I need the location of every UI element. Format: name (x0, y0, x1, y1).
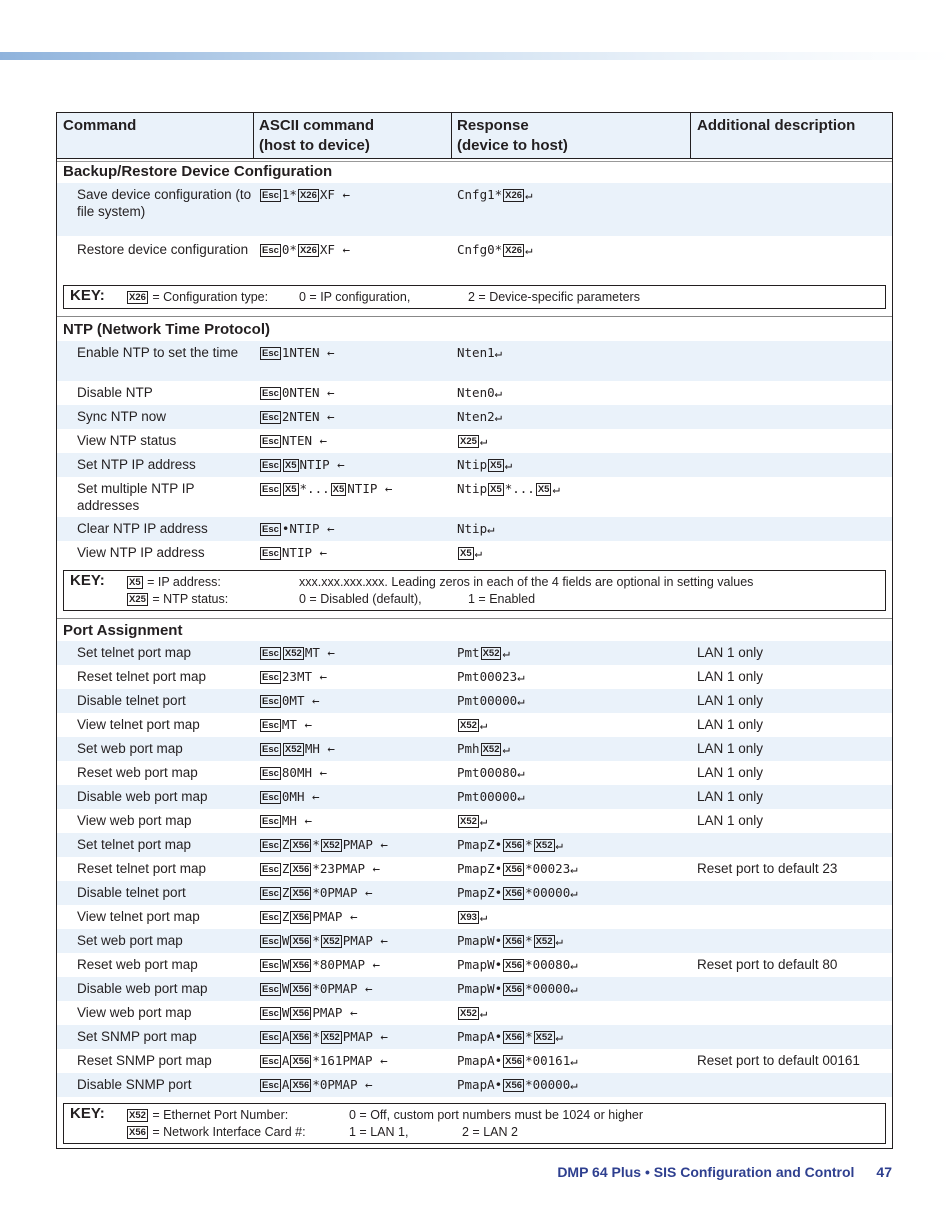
ascii-command-cell: Esc 0* X26 XF ← (262, 242, 350, 257)
key-text: 1 = Enabled (468, 592, 536, 606)
esc-key-icon: Esc (262, 190, 279, 201)
ascii-command-cell: Esc X5 *... X5 NTIP ← (262, 481, 393, 496)
response-cell: X93 ↵ (460, 909, 488, 924)
variable-key-icon: X52 (482, 648, 500, 659)
variable-key-icon: X52 (535, 936, 553, 947)
command-cell: Reset SNMP port map (77, 1053, 212, 1068)
table-row (57, 737, 892, 761)
response-cell: PmapA• X56 *00000↵ (457, 1077, 578, 1092)
command-cell: Disable telnet port (77, 885, 186, 900)
command-cell: View NTP IP address (77, 545, 205, 560)
variable-key-icon: X5 (129, 577, 141, 588)
command-cell: Reset telnet port map (77, 861, 207, 876)
description-cell: Reset port to default 80 (697, 957, 838, 972)
key-text: xxx.xxx.xxx.xxx. Leading zeros in each of the 4 fields are optional in setting values (299, 575, 754, 589)
esc-key-icon: Esc (262, 960, 279, 971)
esc-key-icon: Esc (262, 888, 279, 899)
esc-key-icon: Esc (262, 348, 279, 359)
command-cell: Restore device configuration (77, 242, 249, 257)
response-cell: PmapZ• X56 * X52 ↵ (457, 837, 564, 852)
esc-key-icon: Esc (262, 936, 279, 947)
table-row (57, 665, 892, 689)
table-row (57, 905, 892, 929)
response-cell: X5 ↵ (460, 545, 483, 560)
description-cell: LAN 1 only (697, 693, 764, 708)
esc-key-icon: Esc (262, 484, 279, 495)
response-cell: PmapA• X56 *00161↵ (457, 1053, 578, 1068)
variable-key-icon: X52 (460, 816, 477, 827)
table-row (57, 453, 892, 477)
command-cell: Disable web port map (77, 789, 208, 804)
ascii-command-cell: Esc 1NTEN ← (262, 345, 335, 360)
description-cell: LAN 1 only (697, 717, 764, 732)
table-row (57, 977, 892, 1001)
variable-key-icon: X52 (129, 1110, 146, 1121)
esc-key-icon: Esc (262, 1080, 279, 1091)
variable-key-icon: X56 (292, 1056, 310, 1067)
esc-key-icon: Esc (262, 1032, 279, 1043)
variable-key-icon: X52 (460, 720, 477, 731)
description-cell: LAN 1 only (697, 645, 764, 660)
ascii-command-cell: Esc Z X56 * X52 PMAP ← (262, 837, 388, 852)
command-cell: Sync NTP now (77, 409, 167, 424)
esc-key-icon: Esc (262, 648, 279, 659)
key-text: X5 = IP address: (129, 575, 221, 589)
variable-key-icon: X26 (299, 190, 317, 201)
page-number: 47 (876, 1164, 892, 1180)
ascii-command-cell: Esc NTEN ← (262, 433, 328, 448)
table-row (57, 881, 892, 905)
response-cell: PmapZ• X56 *00023↵ (457, 861, 578, 876)
ascii-command-cell: Esc W X56 *80PMAP ← (262, 957, 381, 972)
ascii-command-cell: Esc 0NTEN ← (262, 385, 335, 400)
table-row (57, 1049, 892, 1073)
ascii-command-cell: Esc 23MT ← (262, 669, 328, 684)
header-command: Command (63, 117, 137, 134)
variable-key-icon: X5 (284, 460, 297, 471)
variable-key-icon: X52 (322, 840, 340, 851)
key-text: X25 = NTP status: (129, 592, 229, 606)
description-cell: LAN 1 only (697, 813, 764, 828)
command-cell: View web port map (77, 1005, 192, 1020)
table-row (57, 1025, 892, 1049)
command-cell: Reset telnet port map (77, 669, 207, 684)
table-header (57, 113, 892, 159)
ascii-command-cell: Esc •NTIP ← (262, 521, 335, 536)
ascii-command-cell: Esc Z X56 *0PMAP ← (262, 885, 373, 900)
key-box-port (63, 1103, 886, 1144)
esc-key-icon: Esc (262, 412, 279, 423)
variable-key-icon: X52 (284, 648, 302, 659)
description-cell: Reset port to default 23 (697, 861, 838, 876)
table-row (57, 761, 892, 785)
esc-key-icon: Esc (262, 840, 279, 851)
table-row (57, 405, 892, 429)
command-cell: Disable NTP (77, 385, 153, 400)
command-cell: Set web port map (77, 933, 183, 948)
esc-key-icon: Esc (262, 768, 279, 779)
key-box-config (63, 285, 886, 309)
variable-key-icon: X26 (505, 190, 523, 201)
table-row (57, 517, 892, 541)
command-cell: Set telnet port map (77, 837, 192, 852)
header-description: Additional description (697, 117, 856, 134)
ascii-command-cell: Esc X52 MT ← (262, 645, 335, 660)
ascii-command-cell: Esc 1* X26 XF ← (262, 187, 350, 202)
command-cell: Save device configuration (to file system) (77, 187, 252, 219)
esc-key-icon: Esc (262, 460, 279, 471)
key-text: 0 = IP configuration, (299, 290, 411, 304)
key-text: 0 = Off, custom port numbers must be 1024 or higher (349, 1108, 644, 1122)
table-row (57, 183, 892, 236)
variable-key-icon: X5 (332, 484, 345, 495)
variable-key-icon: X56 (292, 840, 310, 851)
ascii-command-cell: Esc MT ← (262, 717, 313, 732)
ascii-command-cell: Esc Z X56 *23PMAP ← (262, 861, 381, 876)
ascii-command-cell: Esc 80MH ← (262, 765, 328, 780)
variable-key-icon: X56 (292, 888, 310, 899)
response-cell: PmapW• X56 * X52 ↵ (457, 933, 564, 948)
response-cell: X25 ↵ (460, 433, 488, 448)
variable-key-icon: X56 (505, 960, 523, 971)
variable-key-icon: X56 (292, 864, 310, 875)
esc-key-icon: Esc (262, 864, 279, 875)
table-row (57, 689, 892, 713)
table-row (57, 641, 892, 665)
variable-key-icon: X5 (284, 484, 297, 495)
variable-key-icon: X26 (505, 245, 523, 256)
command-cell: Enable NTP to set the time (77, 345, 239, 360)
command-cell: Disable web port map (77, 981, 208, 996)
variable-key-icon: X52 (535, 840, 553, 851)
variable-key-icon: X56 (505, 1056, 523, 1067)
esc-key-icon: Esc (262, 1056, 279, 1067)
table-row (57, 857, 892, 881)
variable-key-icon: X5 (460, 548, 472, 559)
response-cell: X52 ↵ (460, 813, 488, 828)
ascii-command-cell: Esc Z X56 PMAP ← (262, 909, 358, 924)
table-row (57, 541, 892, 565)
response-cell: X52 ↵ (460, 1005, 488, 1020)
ascii-command-cell: Esc 0MH ← (262, 789, 320, 804)
response-cell: Cnfg0* X26 ↵ (457, 242, 533, 257)
section-backup-title: Backup/Restore Device Configuration (63, 163, 333, 180)
variable-key-icon: X56 (292, 1080, 310, 1091)
response-cell: Ntip X5 *... X5 ↵ (457, 481, 560, 496)
description-cell: LAN 1 only (697, 765, 764, 780)
key-text: X52 = Ethernet Port Number: (129, 1108, 289, 1122)
table-row (57, 381, 892, 405)
key-text: X56 = Network Interface Card #: (129, 1125, 306, 1139)
response-cell: Nten1↵ (457, 345, 503, 360)
section-ntp-title: NTP (Network Time Protocol) (63, 321, 270, 338)
esc-key-icon: Esc (262, 436, 279, 447)
variable-key-icon: X52 (322, 1032, 340, 1043)
variable-key-icon: X26 (129, 292, 146, 303)
esc-key-icon: Esc (262, 792, 279, 803)
section-port-title: Port Assignment (63, 622, 183, 639)
esc-key-icon: Esc (262, 984, 279, 995)
table-row (57, 1073, 892, 1097)
description-cell: LAN 1 only (697, 669, 764, 684)
description-cell: Reset port to default 00161 (697, 1053, 860, 1068)
variable-key-icon: X5 (490, 484, 502, 495)
variable-key-icon: X52 (535, 1032, 553, 1043)
ascii-command-cell: Esc NTIP ← (262, 545, 328, 560)
command-cell: Set web port map (77, 741, 183, 756)
esc-key-icon: Esc (262, 744, 279, 755)
variable-key-icon: X52 (482, 744, 500, 755)
esc-key-icon: Esc (262, 912, 279, 923)
command-cell: Disable telnet port (77, 693, 186, 708)
command-cell: Set multiple NTP IP addresses (77, 481, 195, 513)
response-cell: Pmt00023↵ (457, 669, 525, 684)
key-label: KEY: (70, 287, 105, 304)
table-row (57, 429, 892, 453)
variable-key-icon: X56 (292, 912, 310, 923)
ascii-command-cell: Esc W X56 *0PMAP ← (262, 981, 373, 996)
command-cell: View web port map (77, 813, 192, 828)
variable-key-icon: X56 (505, 1080, 523, 1091)
command-cell: Reset web port map (77, 957, 198, 972)
response-cell: Nten0↵ (457, 385, 503, 400)
footer-title: DMP 64 Plus • SIS Configuration and Control (557, 1164, 855, 1180)
esc-key-icon: Esc (262, 548, 279, 559)
header-response: Response (device to host) (457, 117, 568, 154)
response-cell: Pmh X52 ↵ (457, 741, 511, 756)
variable-key-icon: X56 (505, 936, 523, 947)
command-cell: Set SNMP port map (77, 1029, 197, 1044)
ascii-command-cell: Esc A X56 *0PMAP ← (262, 1077, 373, 1092)
response-cell: PmapW• X56 *00080↵ (457, 957, 578, 972)
variable-key-icon: X5 (490, 460, 502, 471)
header-ascii: ASCII command (host to device) (259, 117, 375, 154)
command-cell: View telnet port map (77, 717, 200, 732)
esc-key-icon: Esc (262, 245, 279, 256)
response-cell: Pmt00080↵ (457, 765, 525, 780)
variable-key-icon: X26 (299, 245, 317, 256)
table-row (57, 953, 892, 977)
ascii-command-cell: Esc X52 MH ← (262, 741, 335, 756)
variable-key-icon: X25 (460, 436, 477, 447)
top-banner-bar (0, 52, 950, 60)
table-row (57, 1001, 892, 1025)
table-row (57, 785, 892, 809)
variable-key-icon: X52 (322, 936, 340, 947)
key-text: X26 = Configuration type: (129, 290, 269, 304)
response-cell: Pmt X52 ↵ (457, 645, 511, 660)
esc-key-icon: Esc (262, 672, 279, 683)
variable-key-icon: X56 (505, 888, 523, 899)
variable-key-icon: X56 (292, 984, 310, 995)
ascii-command-cell: Esc 2NTEN ← (262, 409, 335, 424)
key-text: 1 = LAN 1, (349, 1125, 409, 1139)
command-cell: Disable SNMP port (77, 1077, 192, 1092)
table-row (57, 929, 892, 953)
ascii-command-cell: Esc X5 NTIP ← (262, 457, 345, 472)
table-row (57, 238, 892, 278)
response-cell: PmapZ• X56 *00000↵ (457, 885, 578, 900)
command-table (56, 112, 893, 1149)
variable-key-icon: X56 (505, 864, 523, 875)
table-row (57, 477, 892, 517)
variable-key-icon: X56 (129, 1127, 146, 1138)
command-cell: Set NTP IP address (77, 457, 196, 472)
table-row (57, 713, 892, 737)
key-text: 0 = Disabled (default), (299, 592, 422, 606)
response-cell: PmapW• X56 *00000↵ (457, 981, 578, 996)
table-row (57, 833, 892, 857)
key-box-ntp (63, 570, 886, 611)
esc-key-icon: Esc (262, 696, 279, 707)
description-cell: LAN 1 only (697, 789, 764, 804)
response-cell: Pmt00000↵ (457, 789, 525, 804)
ascii-command-cell: Esc 0MT ← (262, 693, 320, 708)
variable-key-icon: X56 (505, 1032, 523, 1043)
response-cell: PmapA• X56 * X52 ↵ (457, 1029, 564, 1044)
esc-key-icon: Esc (262, 524, 279, 535)
variable-key-icon: X93 (460, 912, 477, 923)
response-cell: Pmt00000↵ (457, 693, 525, 708)
response-cell: Ntip X5 ↵ (457, 457, 513, 472)
variable-key-icon: X25 (129, 594, 146, 605)
variable-key-icon: X56 (292, 1008, 310, 1019)
esc-key-icon: Esc (262, 720, 279, 731)
ascii-command-cell: Esc A X56 *161PMAP ← (262, 1053, 388, 1068)
key-text: 2 = LAN 2 (462, 1125, 518, 1139)
command-cell: Set telnet port map (77, 645, 192, 660)
ascii-command-cell: Esc W X56 PMAP ← (262, 1005, 358, 1020)
key-label: KEY: (70, 572, 105, 589)
key-text: 2 = Device-specific parameters (468, 290, 640, 304)
table-row (57, 809, 892, 833)
esc-key-icon: Esc (262, 816, 279, 827)
command-cell: Reset web port map (77, 765, 198, 780)
command-cell: View NTP status (77, 433, 177, 448)
variable-key-icon: X56 (292, 1032, 310, 1043)
esc-key-icon: Esc (262, 1008, 279, 1019)
variable-key-icon: X52 (284, 744, 302, 755)
variable-key-icon: X56 (505, 840, 523, 851)
page-footer (535, 1164, 892, 1180)
variable-key-icon: X56 (292, 936, 310, 947)
variable-key-icon: X5 (537, 484, 550, 495)
esc-key-icon: Esc (262, 388, 279, 399)
variable-key-icon: X56 (292, 960, 310, 971)
ascii-command-cell: Esc W X56 * X52 PMAP ← (262, 933, 388, 948)
key-label: KEY: (70, 1105, 105, 1122)
table-row (57, 341, 892, 381)
response-cell: Ntip↵ (457, 521, 495, 536)
command-cell: Clear NTP IP address (77, 521, 208, 536)
response-cell: X52 ↵ (460, 717, 488, 732)
variable-key-icon: X52 (460, 1008, 477, 1019)
command-cell: View telnet port map (77, 909, 200, 924)
description-cell: LAN 1 only (697, 741, 764, 756)
ascii-command-cell: Esc MH ← (262, 813, 313, 828)
variable-key-icon: X56 (505, 984, 523, 995)
response-cell: Nten2↵ (457, 409, 503, 424)
response-cell: Cnfg1* X26 ↵ (457, 187, 533, 202)
ascii-command-cell: Esc A X56 * X52 PMAP ← (262, 1029, 388, 1044)
